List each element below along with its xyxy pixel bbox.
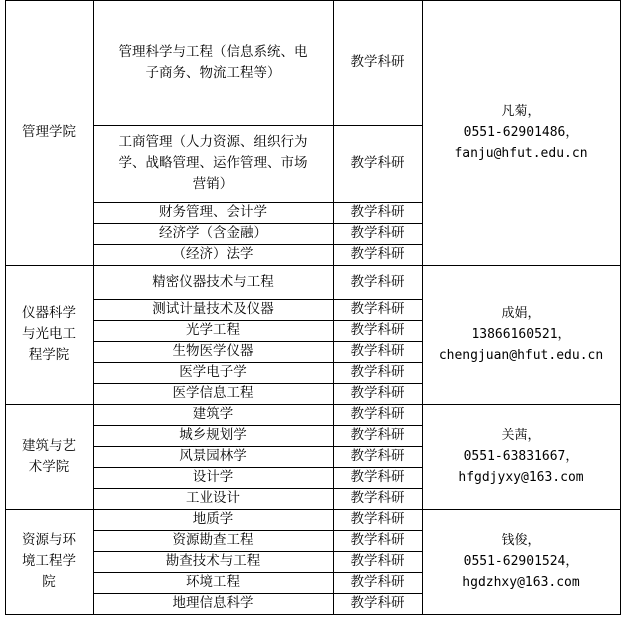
major-name: 光学工程 xyxy=(186,322,240,338)
table-vertical-rule xyxy=(5,509,6,615)
contact-name: 关茜， xyxy=(501,428,541,443)
position-type: 教学科研 xyxy=(350,225,405,241)
position-type: 教学科研 xyxy=(350,54,405,70)
position-type: 教学科研 xyxy=(350,532,405,548)
position-type: 教学科研 xyxy=(350,490,405,506)
position-type: 教学科研 xyxy=(350,553,405,569)
table-vertical-rule xyxy=(333,509,334,615)
contact-phone: 13866160521， xyxy=(471,327,571,342)
major-name: 测试计量技术及仪器 xyxy=(152,301,274,317)
contact-email[interactable]: chengjuan@hfut.edu.cn xyxy=(438,348,604,363)
table-vertical-rule xyxy=(333,0,334,266)
contact-email[interactable]: hfgdjyxy@163.com xyxy=(458,470,584,485)
table-vertical-rule xyxy=(333,265,334,405)
contact-phone: 0551-63831667， xyxy=(463,449,579,464)
position-type: 教学科研 xyxy=(350,204,405,220)
position-type: 教学科研 xyxy=(350,273,405,290)
position-type: 教学科研 xyxy=(350,406,405,422)
college-name: 仪器科学 与光电工 程学院 xyxy=(22,305,76,363)
college-name: 资源与环 境工程学 院 xyxy=(22,532,76,590)
contact-email[interactable]: hgdzhxy@163.com xyxy=(462,575,580,590)
table-vertical-rule xyxy=(5,0,6,266)
table-vertical-rule xyxy=(5,404,6,510)
major-name: 地质学 xyxy=(192,511,234,527)
major-name: 城乡规划学 xyxy=(179,427,247,443)
table-vertical-rule xyxy=(422,404,423,510)
table-vertical-rule xyxy=(620,509,621,615)
major-name: 生物医学仪器 xyxy=(172,343,254,359)
table-vertical-rule xyxy=(422,509,423,615)
table-vertical-rule xyxy=(620,0,621,266)
major-name: 工业设计 xyxy=(186,490,240,506)
major-name: 勘查技术与工程 xyxy=(165,553,261,569)
position-type: 教学科研 xyxy=(350,385,405,401)
table-vertical-rule xyxy=(422,265,423,405)
position-type: 教学科研 xyxy=(350,343,405,359)
position-type: 教学科研 xyxy=(350,246,405,262)
major-name: 经济学（含金融） xyxy=(159,225,267,241)
table-vertical-rule xyxy=(620,265,621,405)
table-vertical-rule xyxy=(93,404,94,510)
major-name: 管理科学与工程（信息系统、电 子商务、物流工程等） xyxy=(118,43,308,81)
major-name: 工商管理（人力资源、组织行为 学、战略管理、运作管理、市场 营销） xyxy=(118,134,308,192)
contact-name: 凡菊， xyxy=(501,104,541,119)
position-type: 教学科研 xyxy=(350,448,405,464)
major-name: 环境工程 xyxy=(186,574,240,590)
table-vertical-rule xyxy=(5,265,6,405)
table-vertical-rule xyxy=(93,265,94,405)
major-name: （经济）法学 xyxy=(172,246,254,262)
position-type: 教学科研 xyxy=(350,322,405,338)
contact-phone: 0551-62901486， xyxy=(463,125,579,140)
position-type: 教学科研 xyxy=(350,595,405,611)
major-name: 风景园林学 xyxy=(179,448,247,464)
contact-phone: 0551-62901524， xyxy=(463,554,579,569)
major-name: 医学电子学 xyxy=(179,364,247,380)
position-type: 教学科研 xyxy=(350,574,405,590)
contact-info xyxy=(422,404,620,509)
table-horizontal-rule xyxy=(5,614,620,615)
major-name: 精密仪器技术与工程 xyxy=(152,273,274,290)
position-type: 教学科研 xyxy=(350,364,405,380)
major-name: 财务管理、会计学 xyxy=(159,204,267,220)
major-name: 医学信息工程 xyxy=(172,385,254,401)
college-name: 建筑与艺 术学院 xyxy=(22,437,76,475)
major-name: 设计学 xyxy=(192,469,234,485)
position-type: 教学科研 xyxy=(350,301,405,317)
position-type: 教学科研 xyxy=(350,155,405,171)
position-type: 教学科研 xyxy=(350,469,405,485)
college-name: 管理学院 xyxy=(22,124,76,140)
table-vertical-rule xyxy=(620,404,621,510)
contact-info xyxy=(422,509,620,614)
position-type: 教学科研 xyxy=(350,511,405,527)
position-type: 教学科研 xyxy=(350,427,405,443)
table-vertical-rule xyxy=(422,0,423,266)
contact-name: 钱俊， xyxy=(501,533,541,548)
table-vertical-rule xyxy=(333,404,334,510)
contact-info xyxy=(422,265,620,404)
major-name: 地理信息科学 xyxy=(172,595,254,611)
major-name: 建筑学 xyxy=(192,406,234,422)
table-vertical-rule xyxy=(93,0,94,266)
major-name: 资源勘查工程 xyxy=(172,532,254,548)
table-vertical-rule xyxy=(93,509,94,615)
contact-info xyxy=(422,0,620,265)
contact-name: 成娟， xyxy=(501,306,541,321)
contact-email[interactable]: fanju@hfut.edu.cn xyxy=(454,146,588,161)
